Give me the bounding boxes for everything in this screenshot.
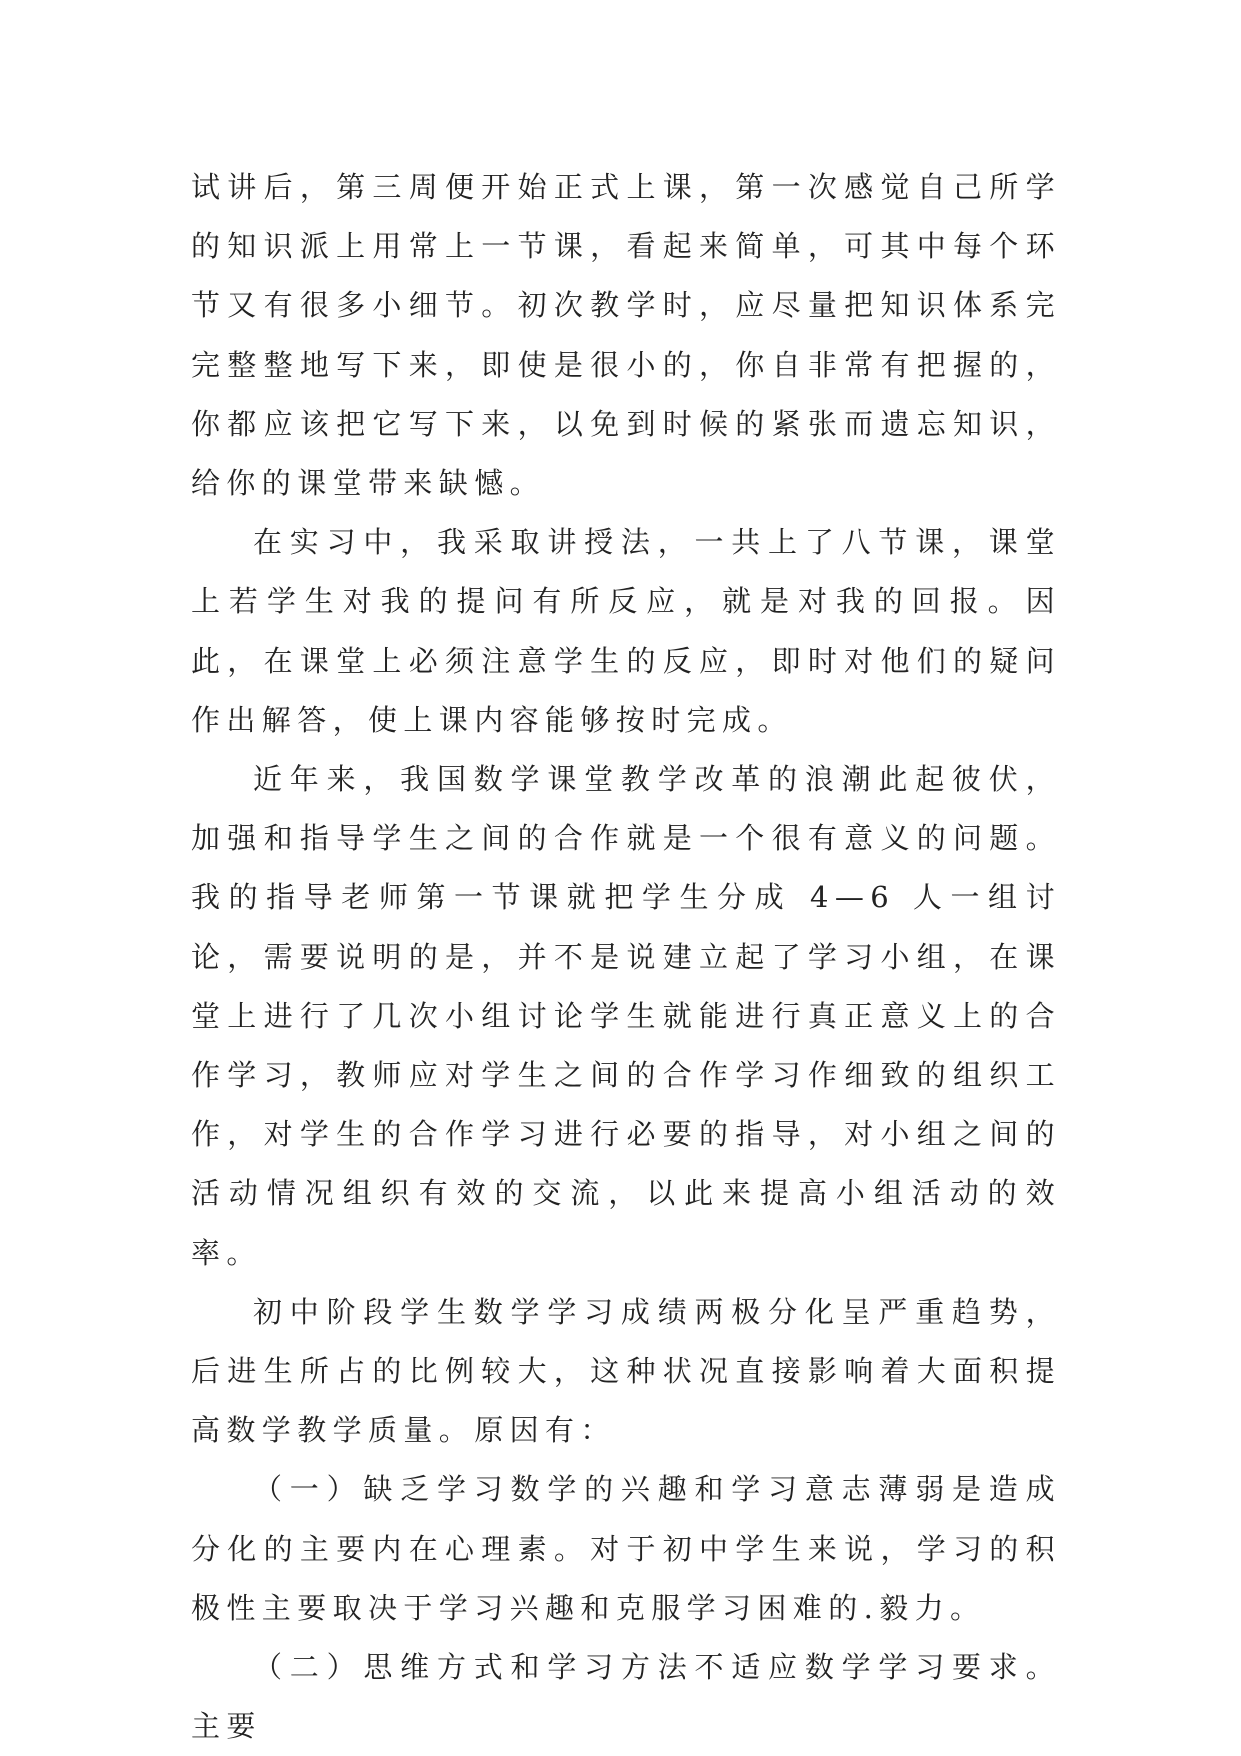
paragraph-2: 在实习中，我采取讲授法，一共上了八节课，课堂上若学生对我的提问有所反应，就是对我的回报。因此，在课堂上必须注意学生的反应，即时对他们的疑问作出解答，使上课内容能够按时完成。 (191, 525, 1061, 737)
paragraph-5: （一）缺乏学习数学的兴趣和学习意志薄弱是造成分化的主要内在心理素。对于初中学生来说，学习的积极性主要取决于学习兴趣和克服学习困难的.毅力。 (191, 1472, 1061, 1625)
paragraph-4: 初中阶段学生数学学习成绩两极分化呈严重趋势，后进生所占的比例较大，这种状况直接影响着大面积提高数学教学质量。原因有： (191, 1294, 1061, 1448)
document-body (191, 158, 1061, 1756)
paragraph-1: 试讲后，第三周便开始正式上课，第一次感觉自己所学的知识派上用常上一节课，看起来简单，可其中每个环节又有很多小细节。初次教学时，应尽量把知识体系完完整整地写下来，即使是很小的，你自非常有把握的，你都应该把它写下来，以免到时候的紧张而遗忘知识，给你的课堂带来缺憾。 (191, 170, 1061, 501)
paragraph-6: （二）思维方式和学习方法不适应数学学习要求。主要 (191, 1650, 1061, 1744)
paragraph-3: 近年来，我国数学课堂教学改革的浪潮此起彼伏，加强和指导学生之间的合作就是一个很有意义的问题。我的指导老师第一节课就把学生分成 4—6 人一组讨论，需要说明的是，并不是说建立起了学习小组，在课堂上进行了几次小组讨论学生就能进行真正意义上的合作学习，教师应对学生之间的合作学习作细致的组织工作，对学生的合作学习进行必要的指导，对小组之间的活动情况组织有效的交流，以此来提高小组活动的效率。 (191, 762, 1061, 1270)
